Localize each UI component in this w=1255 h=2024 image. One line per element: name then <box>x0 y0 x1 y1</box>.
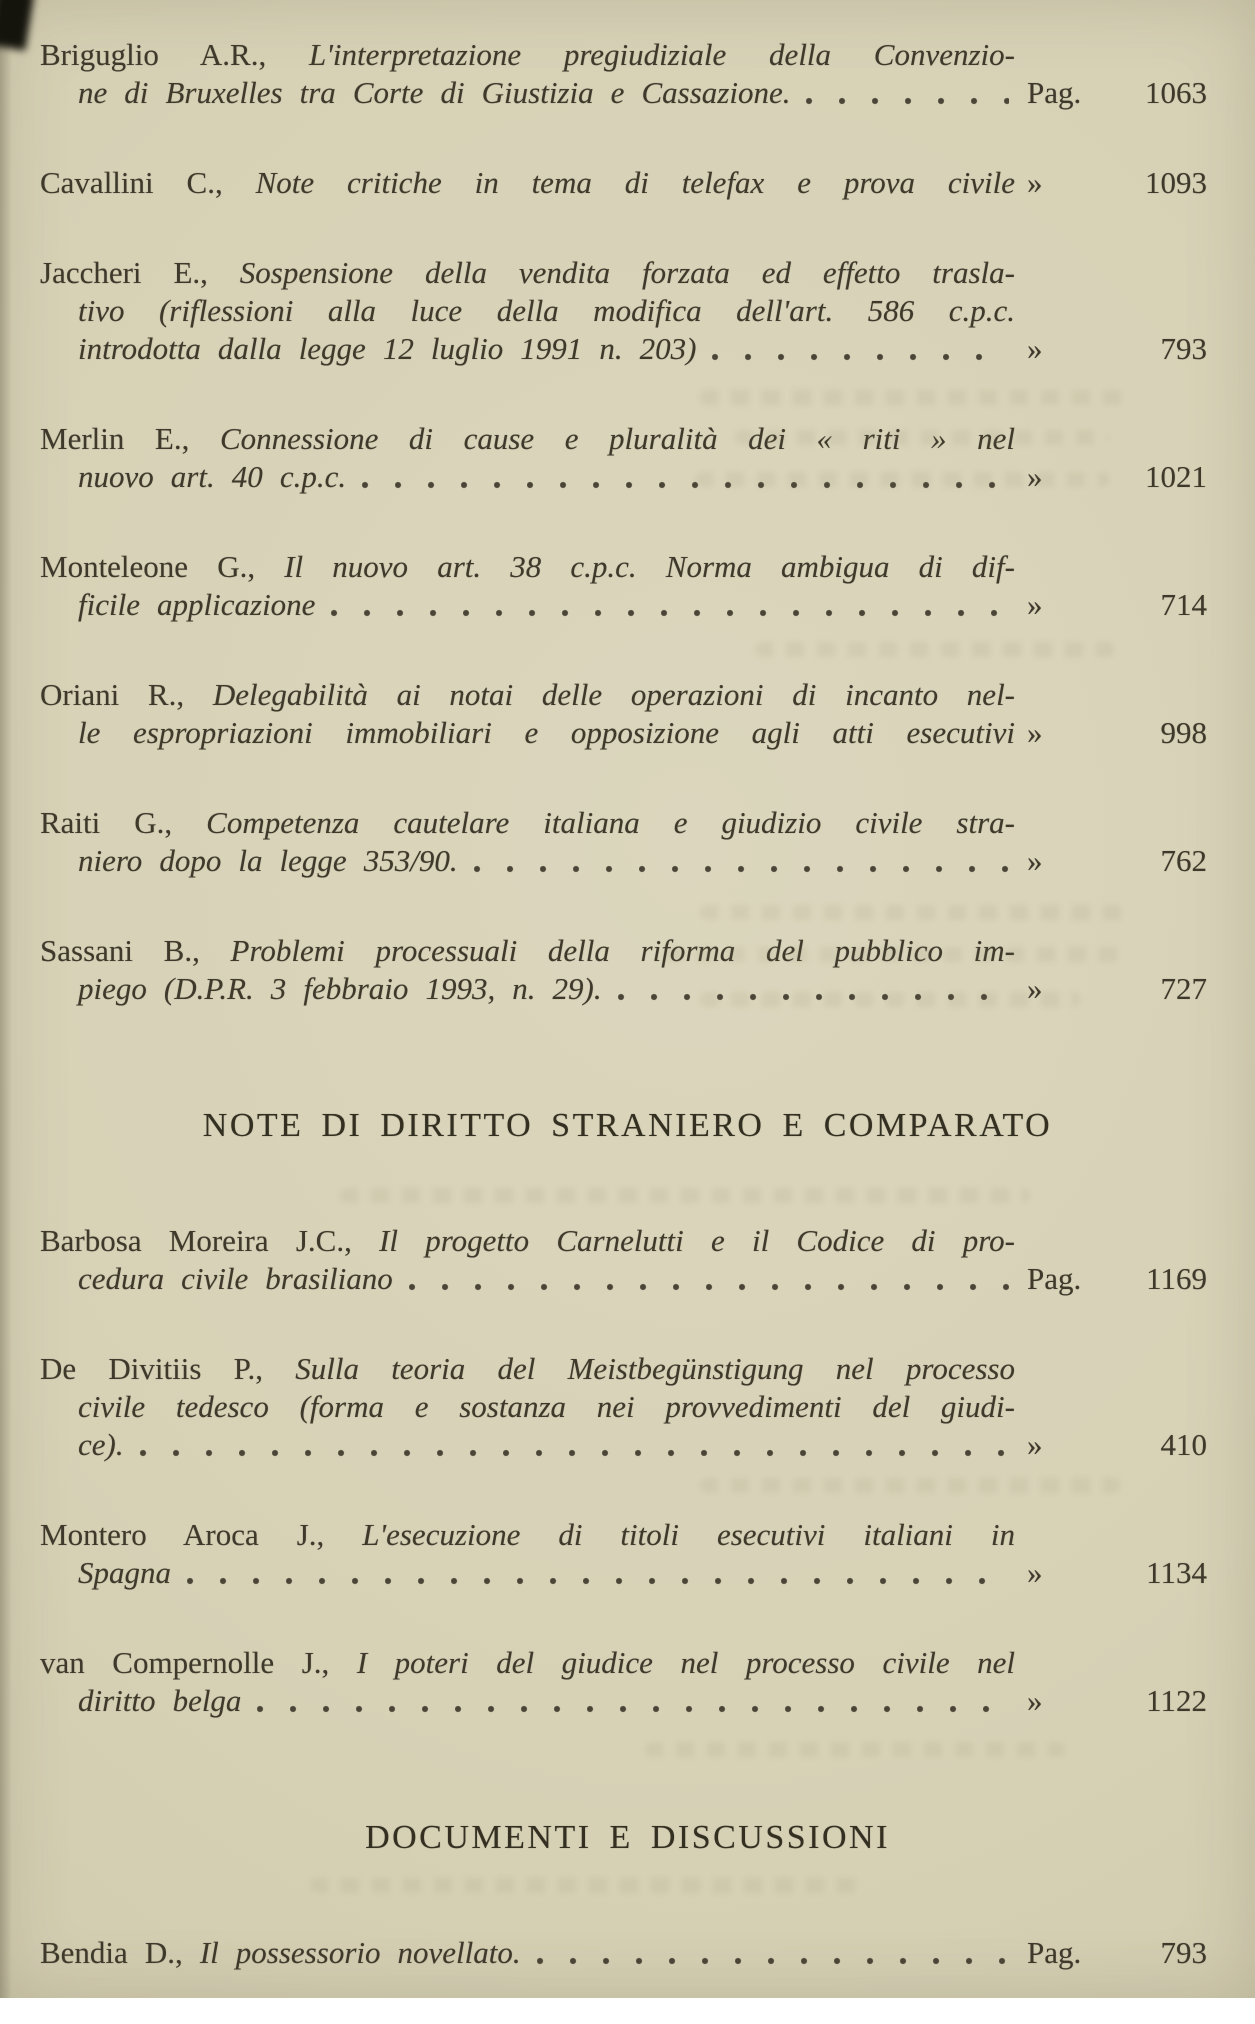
toc-entry-line <box>40 36 1015 74</box>
entry-title-line: Connessione di cause e pluralità dei « riti » nel <box>219 421 1015 456</box>
entry-title-line: ne di Bruxelles tra Corte di Giustizia e Cassazione. <box>78 75 791 110</box>
toc-entry-line <box>40 676 1015 714</box>
entry-title-line: cedura civile brasiliano <box>78 1261 393 1296</box>
entry-author: Barbosa Moreira J.C., <box>40 1223 352 1258</box>
page-ref-label: » <box>1027 459 1043 494</box>
entry-author: Sassani B., <box>40 933 200 968</box>
toc-entry-line <box>40 458 1015 496</box>
entry-title-line: le espropriazioni immobiliari e opposizione agli atti esecutivi <box>78 715 1015 750</box>
dot-leader <box>806 74 1009 112</box>
dot-leader <box>362 458 1009 496</box>
toc-entry <box>40 1222 1215 1298</box>
page-ref-label: Pag. <box>1027 1935 1082 1970</box>
page-ref-label: » <box>1027 843 1043 878</box>
entry-title-line: Competenza cautelare italiana e giudizio civile stra- <box>206 805 1015 840</box>
page-ref-number: 1122 <box>1146 1683 1207 1718</box>
table-of-contents <box>40 36 1215 2024</box>
page-ref <box>1027 970 1215 1008</box>
toc-entry <box>40 1934 1215 1972</box>
toc-entry <box>40 932 1215 1008</box>
entry-title-line: L'interpretazione pregiudiziale della Convenzio- <box>308 37 1015 72</box>
toc-entry-line <box>40 842 1015 880</box>
page-ref-number: 793 <box>1160 331 1207 366</box>
toc-entry-line <box>40 932 1015 970</box>
toc-entry-lines <box>40 548 1015 624</box>
dot-leader <box>257 1682 1009 1720</box>
toc-entry-line <box>40 1554 1015 1592</box>
toc-entry-lines <box>40 36 1015 112</box>
page-ref-number: 1134 <box>1146 1555 1207 1590</box>
entry-title-line: Sulla teoria del Meistbegünstigung nel processo <box>295 1351 1015 1386</box>
toc-entry-lines <box>40 1222 1015 1298</box>
toc-entry-line <box>40 1260 1015 1298</box>
toc-entry-line <box>40 420 1015 458</box>
toc-entry <box>40 804 1215 880</box>
page-ref-label: Pag. <box>1027 1261 1082 1296</box>
page-ref <box>1027 164 1215 202</box>
page-ref-number: 410 <box>1160 1427 1207 1462</box>
toc-entry-line <box>40 330 1015 368</box>
toc-entry-line <box>40 714 1015 752</box>
page-ref <box>1027 1260 1215 1298</box>
toc-entry <box>40 548 1215 624</box>
section-heading: DOCUMENTI E DISCUSSIONI <box>365 1819 890 1856</box>
entry-title-line: diritto belga <box>78 1683 242 1718</box>
entry-title-line: Il progetto Carnelutti e il Codice di pro- <box>379 1223 1015 1258</box>
page-ref-number: 793 <box>1160 1935 1207 1970</box>
page-ref-number: 1169 <box>1146 1261 1207 1296</box>
toc-entry-line <box>40 1644 1015 1682</box>
toc-entry-line <box>40 1426 1015 1464</box>
page-ref-number: 714 <box>1160 587 1207 622</box>
toc-entry-lines <box>40 164 1015 202</box>
entry-title-line: ce). <box>78 1427 124 1462</box>
toc-entry-lines <box>40 676 1015 752</box>
toc-entry-lines <box>40 1350 1015 1464</box>
page-ref <box>1027 330 1215 368</box>
entry-title-line: civile tedesco (forma e sostanza nei provvedimenti del giudi- <box>78 1389 1015 1424</box>
entry-title-line: ficile applicazione <box>78 587 316 622</box>
dot-leader <box>409 1260 1009 1298</box>
entry-title-line: Problemi processuali della riforma del pubblico im- <box>230 933 1015 968</box>
page-ref <box>1027 714 1215 752</box>
toc-entry-lines <box>40 1934 1015 1972</box>
entry-title-line: piego (D.P.R. 3 febbraio 1993, n. 29). <box>78 971 602 1006</box>
toc-entry-lines <box>40 804 1015 880</box>
entry-author: Montero Aroca J., <box>40 1517 325 1552</box>
toc-entry-line <box>40 254 1015 292</box>
dot-leader <box>537 1934 1009 1972</box>
page-ref <box>1027 1934 1215 1972</box>
entry-author: De Divitiis P., <box>40 1351 263 1386</box>
dot-leader <box>474 842 1009 880</box>
toc-entry-line <box>40 1934 1015 1972</box>
page-ref <box>1027 458 1215 496</box>
toc-entry <box>40 676 1215 752</box>
entry-title-line: Il possessorio novellato. <box>199 1935 521 1970</box>
page-corner-shadow <box>0 0 34 51</box>
page-ref-number: 1093 <box>1145 165 1207 200</box>
toc-entry <box>40 164 1215 202</box>
entry-title-line: niero dopo la legge 353/90. <box>78 843 458 878</box>
toc-entry-line <box>40 970 1015 1008</box>
entry-author: Oriani R., <box>40 677 185 712</box>
entry-title-line: Il nuovo art. 38 c.p.c. Norma ambigua di dif- <box>284 549 1015 584</box>
page-ref <box>1027 1426 1215 1464</box>
page-ref-label: Pag. <box>1027 75 1082 110</box>
toc-entry-line <box>40 1388 1015 1426</box>
toc-entry-line <box>40 292 1015 330</box>
page-ref-number: 1063 <box>1145 75 1207 110</box>
section-heading: NOTE DI DIRITTO STRANIERO E COMPARATO <box>202 1107 1053 1144</box>
entry-author: Cavallini C., <box>40 165 223 200</box>
page-ref-number: 727 <box>1160 971 1207 1006</box>
toc-entry-line <box>40 804 1015 842</box>
entry-title-line: tivo (riflessioni alla luce della modifica dell'art. 586 c.p.c. <box>78 293 1015 328</box>
page-ref-number: 1021 <box>1145 459 1207 494</box>
page-ref-label: » <box>1027 165 1043 200</box>
toc-entry-line <box>40 1222 1015 1260</box>
dot-leader <box>187 1554 1009 1592</box>
toc-entry <box>40 420 1215 496</box>
page-ref-label: » <box>1027 971 1043 1006</box>
toc-entry <box>40 1350 1215 1464</box>
entry-title-line: Sospensione della vendita forzata ed effetto trasla- <box>239 255 1015 290</box>
page-ref-label: » <box>1027 587 1043 622</box>
toc-entry-lines <box>40 1644 1015 1720</box>
toc-entry-lines <box>40 932 1015 1008</box>
toc-entry <box>40 36 1215 112</box>
dot-leader <box>140 1426 1009 1464</box>
entry-title-line: Note critiche in tema di telefax e prova civile <box>255 165 1015 200</box>
toc-entry-line <box>40 74 1015 112</box>
entry-author: Briguglio A.R., <box>40 37 267 72</box>
page-ref-label: » <box>1027 1427 1043 1462</box>
toc-entry-line <box>40 1516 1015 1554</box>
page-left-edge-shading <box>0 0 12 1998</box>
dot-leader <box>618 970 1009 1008</box>
entry-title-line: nuovo art. 40 c.p.c. <box>78 459 347 494</box>
page-ref <box>1027 842 1215 880</box>
entry-author: van Compernolle J., <box>40 1645 330 1680</box>
entry-title-line: Spagna <box>78 1555 171 1590</box>
page-ref <box>1027 1682 1215 1720</box>
toc-entry <box>40 254 1215 368</box>
toc-entry-line <box>40 586 1015 624</box>
toc-entry-line <box>40 1682 1015 1720</box>
dot-leader <box>331 586 1009 624</box>
dot-leader <box>712 330 1009 368</box>
entry-author: Jaccheri E., <box>40 255 208 290</box>
toc-entry-lines <box>40 420 1015 496</box>
page-ref-label: » <box>1027 1555 1043 1590</box>
entry-title-line: Delegabilità ai notai delle operazioni di incanto nel- <box>212 677 1016 712</box>
entry-author: Monteleone G., <box>40 549 256 584</box>
toc-entry-lines <box>40 1516 1015 1592</box>
toc-entry-line <box>40 164 1015 202</box>
page-ref-label: » <box>1027 715 1043 750</box>
entry-title-line: L'esecuzione di titoli esecutivi italiani in <box>362 1517 1015 1552</box>
page-ref-number: 762 <box>1160 843 1207 878</box>
toc-entry-lines <box>40 254 1015 368</box>
entry-title-line: I poteri del giudice nel processo civile nel <box>356 1645 1015 1680</box>
toc-entry-line <box>40 548 1015 586</box>
toc-entry-line <box>40 1350 1015 1388</box>
toc-entry <box>40 1644 1215 1720</box>
page-ref-number: 998 <box>1160 715 1207 750</box>
entry-title-line: introdotta dalla legge 12 luglio 1991 n. 203) <box>78 331 697 366</box>
toc-entry <box>40 1516 1215 1592</box>
page-ref <box>1027 586 1215 624</box>
page-ref-label: » <box>1027 331 1043 366</box>
page-ref <box>1027 1554 1215 1592</box>
entry-author: Merlin E., <box>40 421 190 456</box>
page-ref-label: » <box>1027 1683 1043 1718</box>
entry-author: Bendia D., <box>40 1935 183 1970</box>
entry-author: Raiti G., <box>40 805 173 840</box>
page-ref <box>1027 74 1215 112</box>
